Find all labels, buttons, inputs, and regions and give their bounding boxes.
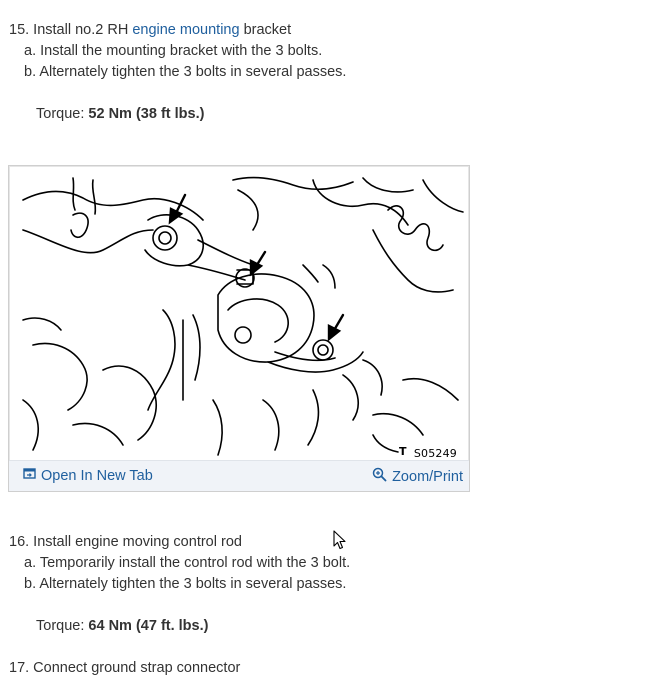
zoom-print-button[interactable] [372, 467, 463, 487]
step-15-torque [36, 105, 204, 123]
step-16-sub-a: a. Temporarily install the control rod with the 3 bolt. [24, 555, 351, 571]
figure-toolbar [9, 460, 469, 491]
step-15-prefix: 15. Install no.2 RH [9, 22, 133, 38]
figure-code: S05249 [413, 447, 457, 460]
step-15-suffix: bracket [239, 22, 292, 38]
step-16-torque [36, 617, 208, 635]
open-in-new-tab-label: Open In New Tab [41, 468, 153, 484]
torque-value: 64 Nm (47 ft. lbs.) [88, 618, 209, 634]
torque-value: 52 Nm (38 ft lbs.) [88, 106, 205, 122]
engine-mount-illustration[interactable] [13, 170, 465, 460]
step-16-sub-b: b. Alternately tighten the 3 bolts in several passes. [24, 576, 347, 592]
step-17-heading: 17. Connect ground strap connector [9, 660, 241, 676]
step-15-heading [9, 21, 291, 39]
engine-mounting-link[interactable]: engine mounting [132, 22, 240, 38]
engine-mount-line-drawing [13, 170, 465, 460]
step-15-sub-b: b. Alternately tighten the 3 bolts in several passes. [24, 64, 347, 80]
open-new-tab-icon [23, 467, 36, 485]
torque-label: Torque: [36, 618, 89, 634]
engine-mount-figure [8, 165, 470, 492]
zoom-in-icon [372, 467, 387, 487]
figure-corner-letter: T [399, 445, 407, 458]
step-15-sub-a: a. Install the mounting bracket with the 3 bolts. [24, 43, 323, 59]
torque-label: Torque: [36, 106, 89, 122]
zoom-print-label: Zoom/Print [392, 469, 463, 485]
step-16-heading: 16. Install engine moving control rod [9, 534, 242, 550]
mouse-cursor-icon [333, 530, 347, 554]
open-in-new-tab-button[interactable] [23, 467, 153, 485]
